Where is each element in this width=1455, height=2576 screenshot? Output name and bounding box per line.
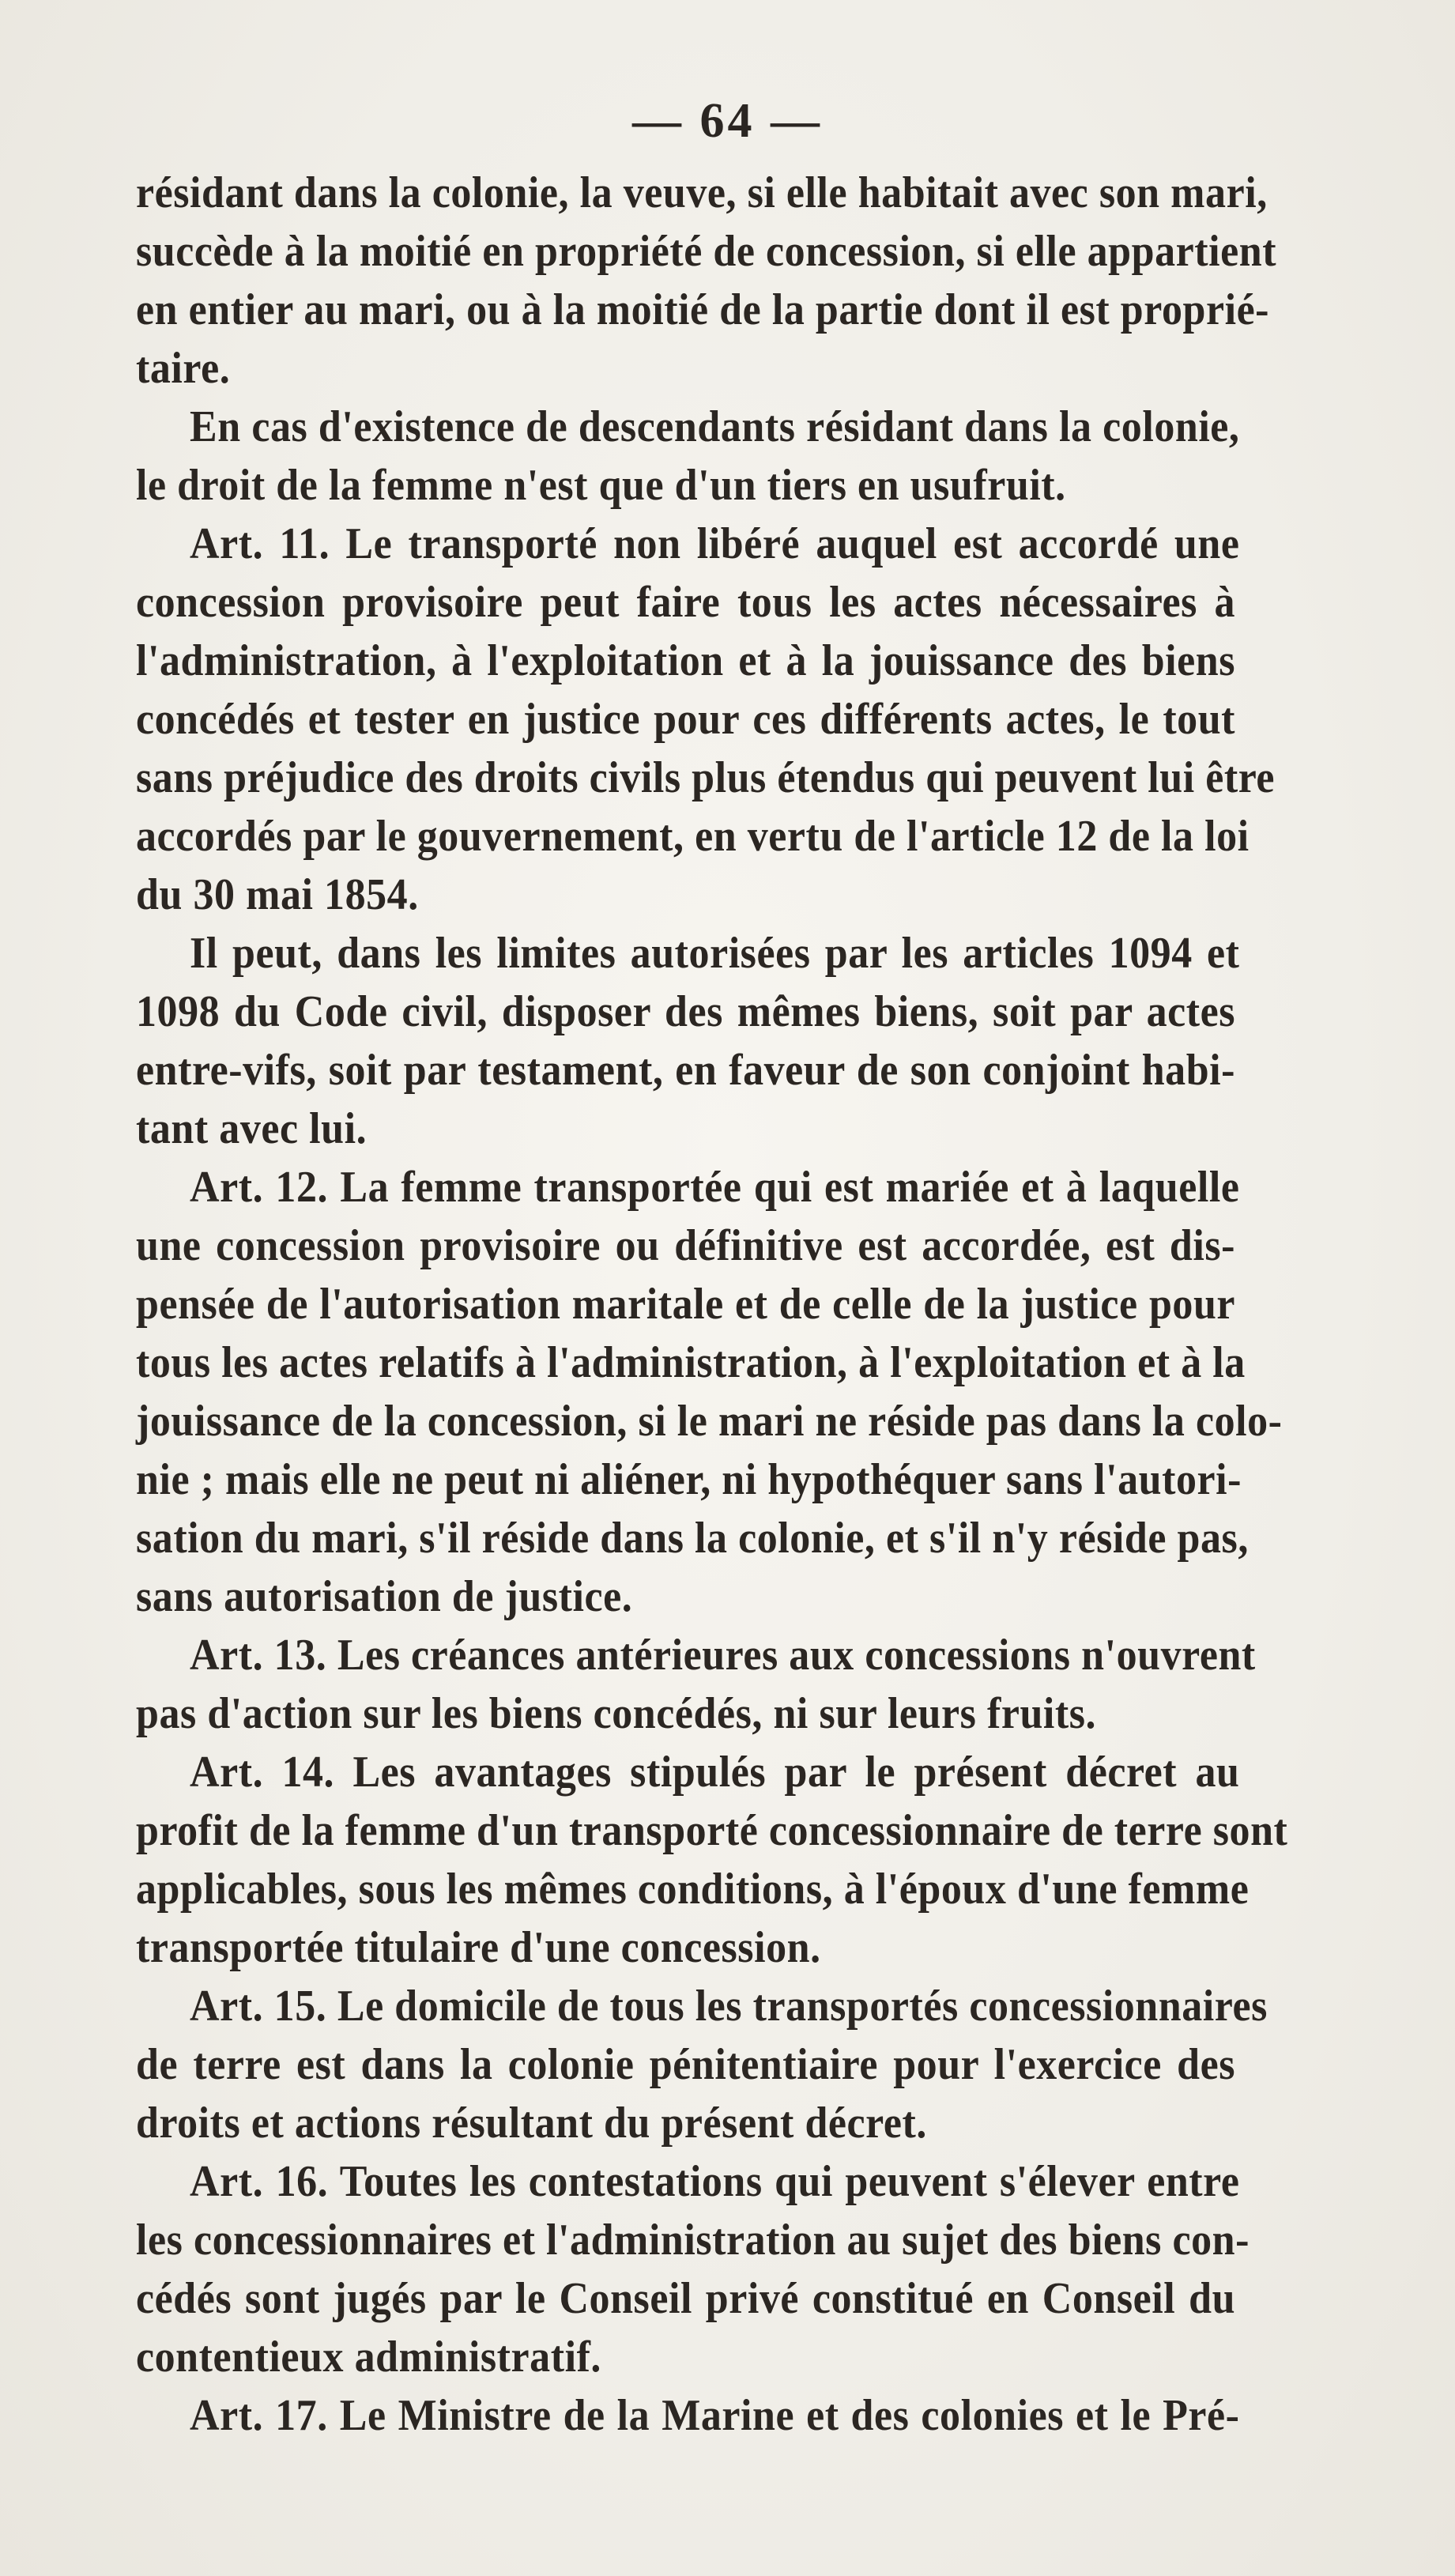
text-line: Art. 12. La femme transportée qui est mariée et à laquelle [190,1163,1240,1212]
text-line: concédés et tester en justice pour ces différents actes, le tout [136,695,1236,744]
text-line: concession provisoire peut faire tous les actes nécessaires à [136,578,1236,627]
text-line: nie ; mais elle ne peut ni aliéner, ni hypothéquer sans l'autori- [136,1455,1242,1504]
text-line: Art. 16. Toutes les contestations qui peuvent s'élever entre [190,2157,1240,2206]
text-line: contentieux administratif. [136,2333,601,2382]
text-line: les concessionnaires et l'administration au sujet des biens con- [136,2216,1250,2265]
text-line: taire. [136,344,231,393]
text-line: sans préjudice des droits civils plus étendus qui peuvent lui être [136,753,1276,802]
text-line: l'administration, à l'exploitation et à la jouissance des biens [136,636,1236,685]
text-line: applicables, sous les mêmes conditions, à l'époux d'une femme [136,1865,1250,1914]
text-line: entre-vifs, soit par testament, en faveur de son conjoint habi- [136,1046,1236,1095]
text-line: Il peut, dans les limites autorisées par les articles 1094 et [190,929,1240,978]
text-line: profit de la femme d'un transporté concessionnaire de terre sont [136,1806,1288,1855]
text-line: Art. 13. Les créances antérieures aux concessions n'ouvrent [190,1631,1256,1680]
text-line: cédés sont jugés par le Conseil privé constitué en Conseil du [136,2274,1236,2323]
text-line: tous les actes relatifs à l'administration, à l'exploitation et à la [136,1338,1246,1387]
text-line: transportée titulaire d'une concession. [136,1923,821,1972]
text-line: du 30 mai 1854. [136,870,419,919]
text-line: jouissance de la concession, si le mari ne réside pas dans la colo- [136,1397,1283,1446]
page-number: — 64 — [632,94,823,148]
text-line: Art. 11. Le transporté non libéré auquel est accordé une [190,519,1240,568]
text-line: tant avec lui. [136,1104,368,1153]
text-line: succède à la moitié en propriété de concession, si elle appartient [136,227,1277,276]
text-line: En cas d'existence de descendants résidant dans la colonie, [190,402,1240,451]
text-line: pensée de l'autorisation maritale et de celle de la justice pour [136,1280,1236,1329]
text-line: sation du mari, s'il réside dans la colonie, et s'il n'y réside pas, [136,1514,1249,1563]
text-line: accordés par le gouvernement, en vertu de l'article 12 de la loi [136,812,1250,861]
text-line: en entier au mari, ou à la moitié de la partie dont il est proprié- [136,285,1270,334]
text-line: résidant dans la colonie, la veuve, si elle habitait avec son mari, [136,168,1268,217]
text-line: de terre est dans la colonie pénitentiaire pour l'exercice des [136,2040,1236,2089]
text-line: droits et actions résultant du présent décret. [136,2099,927,2148]
text-line: sans autorisation de justice. [136,1572,633,1621]
text-line: Art. 14. Les avantages stipulés par le présent décret au [190,1748,1240,1797]
text-line: 1098 du Code civil, disposer des mêmes biens, soit par actes [136,987,1236,1036]
text-line: pas d'action sur les biens concédés, ni sur leurs fruits. [136,1689,1097,1738]
text-line: Art. 17. Le Ministre de la Marine et des colonies et le Pré- [190,2391,1240,2440]
text-line: une concession provisoire ou définitive est accordée, est dis- [136,1221,1236,1270]
text-line: Art. 15. Le domicile de tous les transportés concessionnaires [190,1982,1268,2031]
text-line: le droit de la femme n'est que d'un tiers en usufruit. [136,461,1066,510]
